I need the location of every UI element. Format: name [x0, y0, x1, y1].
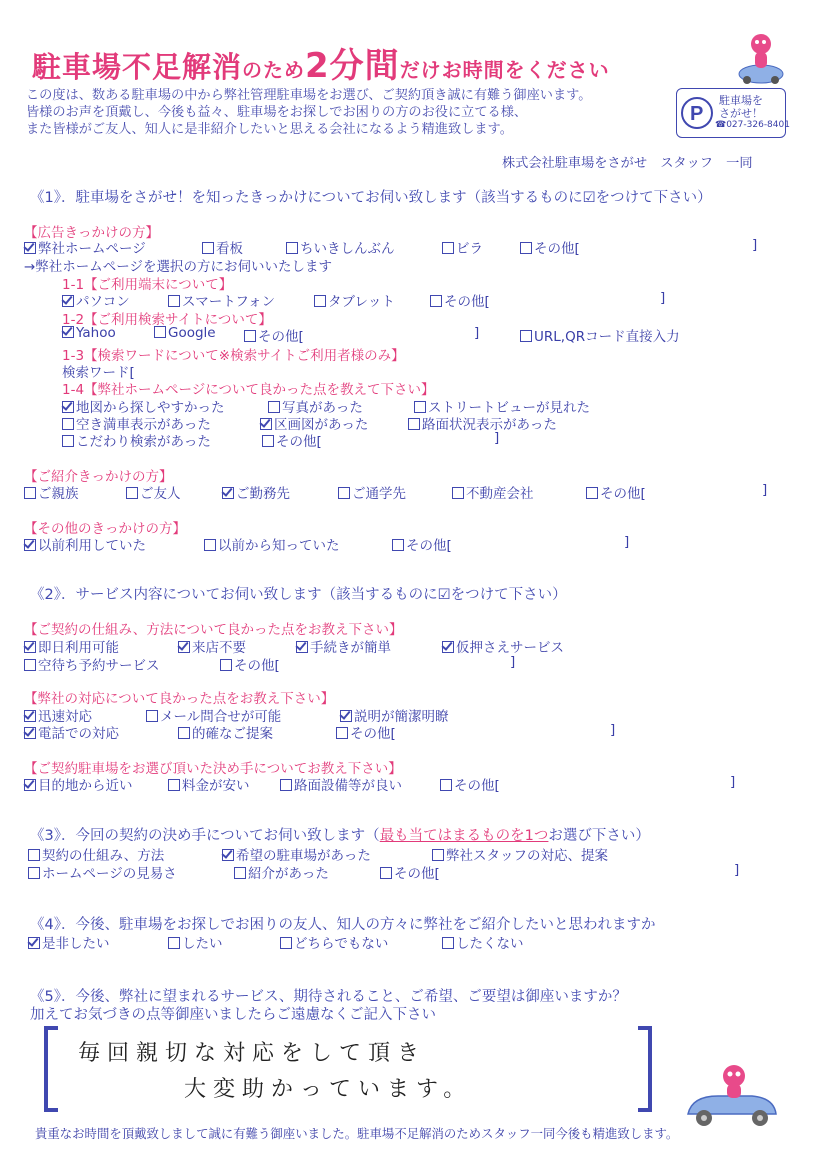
q4-title: 《4》．今後、駐車場をお探しでお困りの友人、知人の方々に弊社をご紹介したいと思われますか [30, 917, 656, 933]
checkbox-local-paper[interactable]: ちいきしんぶん [286, 237, 395, 257]
search-word-field[interactable]: 検索ワード[ [62, 365, 135, 381]
cat-response: 【弊社の対応について良かった点をお教え下さい】 [24, 691, 335, 707]
company-logo: P 駐車場を さがせ！ ☎027-326-8401 [676, 88, 786, 138]
checkbox-other-other[interactable]: その他[ [392, 534, 452, 554]
page-title: 駐車場不足解消のため2分間だけお時間をください [32, 46, 610, 86]
checkbox-google[interactable]: Google [154, 325, 216, 341]
checkbox-relatives[interactable]: ご親族 [24, 482, 79, 502]
checkbox-school[interactable]: ご通学先 [338, 482, 406, 502]
section-1-3: 1-3【検索ワードについて※検索サイトご利用者様のみ】 [62, 348, 405, 364]
checkbox-knew-before[interactable]: 以前から知っていた [204, 534, 340, 554]
cat-introduction: 【ご紹介きっかけの方】 [24, 469, 173, 485]
checkbox-flyer[interactable]: ビラ [442, 237, 483, 257]
q5-title-2: 加えてお気づきの点等御座いましたらご遠慮なくご記入下さい [30, 1007, 436, 1023]
checkbox-easy-procedure[interactable]: 手続きが簡単 [296, 636, 391, 656]
checkbox-no-visit[interactable]: 来店不要 [178, 636, 246, 656]
checkbox-realestate[interactable]: 不動産会社 [452, 482, 534, 502]
checkbox-would-not[interactable]: したくない [442, 932, 524, 952]
checkbox-phone[interactable]: 電話での対応 [24, 722, 119, 742]
checkbox-map[interactable]: 地図から探しやすかった [62, 396, 225, 416]
intro-line-3: また皆様がご友人、知人に是非紹介したいと思える会社になるよう精進致します。 [26, 122, 513, 137]
checkbox-would[interactable]: したい [168, 932, 223, 952]
company-name: 株式会社駐車場をさがせ スタッフ 一同 [502, 156, 753, 171]
hp-note: →弊社ホームページを選択の方にお伺いいたします [24, 259, 333, 275]
checkbox-hp-readability[interactable]: ホームページの見易さ [28, 862, 177, 882]
comment-line-2: 大変助かっています。 [184, 1077, 473, 1102]
q2-title: 《2》．サービス内容についてお伺い致します（該当するものに☑をつけて下さい） [30, 587, 567, 603]
checkbox-streetview[interactable]: ストリートビューが見れた [414, 396, 590, 416]
checkbox-waitlist[interactable]: 空待ち予約サービス [24, 654, 160, 674]
checkbox-q3-other[interactable]: その他[ [380, 862, 440, 882]
checkbox-reservation[interactable]: 仮押さえサービス [442, 636, 564, 656]
q3-title: 《3》．今回の契約の決め手についてお伺い致します（最も当てはまるものを1つお選び下さい） [30, 828, 650, 844]
parking-p-icon [681, 93, 713, 133]
checkbox-quick[interactable]: 迅速対応 [24, 705, 92, 725]
cat-contract: 【ご契約の仕組み、方法について良かった点をお教え下さい】 [24, 622, 403, 638]
checkbox-signboard[interactable]: 看板 [202, 237, 243, 257]
checkbox-photo[interactable]: 写真があった [268, 396, 363, 416]
section-1-4: 1-4【弊社ホームページについて良かった点を教えて下さい】 [62, 382, 435, 398]
cat-ad: 【広告きっかけの方】 [24, 225, 159, 241]
section-1-1: 1-1【ご利用端末について】 [62, 277, 233, 293]
checkbox-desired-lot[interactable]: 希望の駐車場があった [222, 844, 371, 864]
checkbox-search-filter[interactable]: こだわり検索があった [62, 430, 211, 450]
checkbox-response-other[interactable]: その他[ [336, 722, 396, 742]
intro-line-1: この度は、数ある駐車場の中から弊社管理駐車場をお選び、ご契約頂き誠に有難う御座います。 [26, 88, 592, 103]
checkbox-vacancy[interactable]: 空き満車表示があった [62, 413, 211, 433]
checkbox-ad-other[interactable]: その他[ [520, 237, 580, 257]
checkbox-url-qr[interactable]: URL,QRコード直接入力 [520, 325, 680, 345]
checkbox-road-status[interactable]: 路面状況表示があった [408, 413, 557, 433]
checkbox-clear-explanation[interactable]: 説明が簡潔明瞭 [340, 705, 449, 725]
section-1-2: 1-2【ご利用検索サイトについて】 [62, 312, 272, 328]
checkbox-used-before[interactable]: 以前利用していた [24, 534, 146, 554]
checkbox-near-destination[interactable]: 目的地から近い [24, 774, 133, 794]
checkbox-tablet[interactable]: タブレット [314, 290, 395, 310]
checkbox-referral[interactable]: 紹介があった [234, 862, 329, 882]
checkbox-search-other[interactable]: その他[ [244, 325, 304, 345]
checkbox-cheap[interactable]: 料金が安い [168, 774, 250, 794]
checkbox-workplace[interactable]: ご勤務先 [222, 482, 290, 502]
mascot-car-bottom-icon [682, 1062, 782, 1132]
cat-deciding: 【ご契約駐車場をお選び頂いた決め手についてお教え下さい】 [24, 761, 402, 777]
checkbox-neutral[interactable]: どちらでもない [280, 932, 388, 952]
mascot-car-icon [735, 30, 785, 86]
svg-text:P: P [690, 103, 704, 125]
checkbox-hp[interactable]: 弊社ホームページ [24, 237, 146, 257]
checkbox-pc[interactable]: パソコン [62, 290, 130, 310]
checkbox-layout-map[interactable]: 区画図があった [260, 413, 368, 433]
checkbox-friends[interactable]: ご友人 [126, 482, 181, 502]
checkbox-proposal[interactable]: 的確なご提案 [178, 722, 273, 742]
checkbox-email[interactable]: メール問合せが可能 [146, 705, 281, 725]
checkbox-yahoo[interactable]: Yahoo [62, 325, 116, 341]
checkbox-staff-response[interactable]: 弊社スタッフの対応、提案 [432, 844, 608, 864]
checkbox-intro-other[interactable]: その他[ [586, 482, 646, 502]
cat-other: 【その他のきっかけの方】 [24, 521, 186, 537]
checkbox-good-surface[interactable]: 路面設備等が良い [280, 774, 402, 794]
checkbox-hp-other[interactable]: その他[ [262, 430, 322, 450]
checkbox-device-other[interactable]: その他[ [430, 290, 490, 310]
checkbox-definitely[interactable]: 是非したい [28, 932, 110, 952]
q1-title: 《1》．駐車場をさがせ！を知ったきっかけについてお伺い致します（該当するものに☑をつけて下さい） [30, 190, 712, 206]
checkbox-contract-other[interactable]: その他[ [220, 654, 280, 674]
checkbox-same-day[interactable]: 即日利用可能 [24, 636, 119, 656]
checkbox-contract-system[interactable]: 契約の仕組み、方法 [28, 844, 164, 864]
q5-title-1: 《5》．今後、弊社に望まれるサービス、期待されること、ご希望、ご要望は御座いますか？ [30, 989, 627, 1005]
checkbox-deciding-other[interactable]: その他[ [440, 774, 500, 794]
comment-line-1: 毎回親切な対応をして頂き [78, 1041, 427, 1066]
checkbox-smartphone[interactable]: スマートフォン [168, 290, 275, 310]
footer-text: 貴重なお時間を頂戴致しまして誠に有難う御座いました。駐車場不足解消のためスタッフ一同今後も精進致します。 [35, 1126, 679, 1141]
intro-line-2: 皆様のお声を頂戴し、今後も益々、駐車場をお探しでお困りの方のお役に立てる様、 [26, 105, 528, 120]
